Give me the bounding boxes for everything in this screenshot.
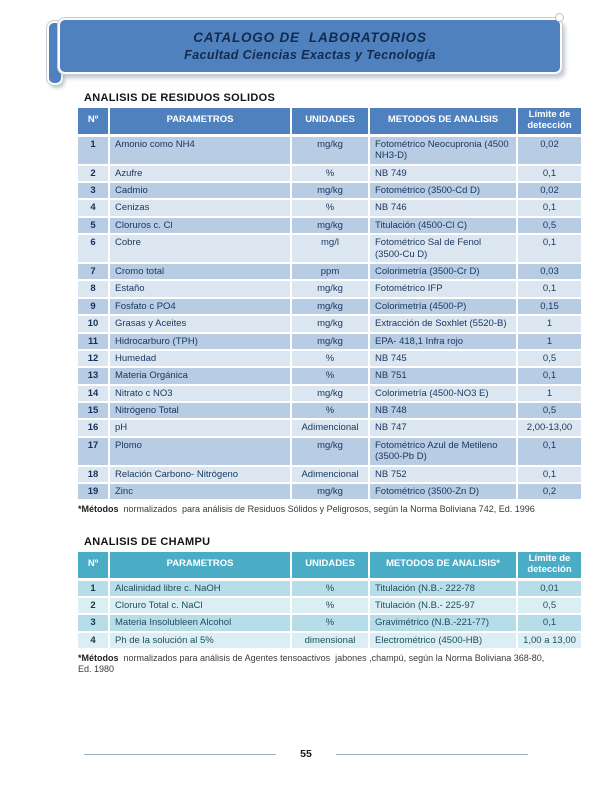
cell-units: %	[292, 200, 370, 217]
footnote-marker: *Métodos	[78, 504, 119, 515]
cell-param: pH	[110, 420, 292, 437]
cell-limit: 0,5	[518, 218, 581, 235]
table-row	[78, 420, 581, 437]
header-row	[78, 552, 581, 581]
table-header	[78, 552, 581, 581]
cell-param: Humedad	[110, 351, 292, 368]
cell-num: 15	[78, 403, 110, 420]
col-header-num: Nº	[78, 108, 110, 137]
cell-methods: Colorimetría (3500-Cr D)	[370, 264, 518, 281]
footnote-marker: *Métodos	[78, 653, 119, 664]
footer-rule-left	[84, 754, 276, 755]
cell-limit: 1	[518, 316, 581, 333]
cell-units: mg/kg	[292, 386, 370, 403]
cell-units: %	[292, 615, 370, 632]
cell-param: Nitrato c NO3	[110, 386, 292, 403]
cell-methods: Fotométrico Neocupronia (4500 NH3-D)	[370, 137, 518, 166]
cell-num: 6	[78, 235, 110, 264]
table-row	[78, 403, 581, 420]
cell-methods: Gravimétrico (N.B.-221-77)	[370, 615, 518, 632]
cell-methods: Titulación (N.B.- 222-78	[370, 581, 518, 598]
table-row	[78, 438, 581, 467]
cell-limit: 0,02	[518, 137, 581, 166]
cell-methods: Colorimetría (4500-P)	[370, 299, 518, 316]
cell-param: Amonio como NH4	[110, 137, 292, 166]
cell-num: 2	[78, 166, 110, 183]
cell-limit: 0,5	[518, 403, 581, 420]
cell-limit: 0,1	[518, 615, 581, 632]
champu-table	[78, 552, 581, 650]
cell-units: %	[292, 403, 370, 420]
cell-units: mg/kg	[292, 334, 370, 351]
table-row	[78, 264, 581, 281]
cell-param: Estaño	[110, 281, 292, 298]
footer-rule-right	[336, 754, 528, 755]
cell-num: 3	[78, 615, 110, 632]
cell-units: %	[292, 598, 370, 615]
table-row	[78, 633, 581, 650]
cell-methods: Colorimetría (4500-NO3 E)	[370, 386, 518, 403]
cell-num: 1	[78, 581, 110, 598]
cell-limit: 0,5	[518, 598, 581, 615]
cell-param: Cobre	[110, 235, 292, 264]
cell-units: dimensional	[292, 633, 370, 650]
cell-units: mg/kg	[292, 218, 370, 235]
page-number: 55	[300, 748, 312, 760]
cell-limit: 2,00-13,00	[518, 420, 581, 437]
cell-num: 12	[78, 351, 110, 368]
cell-limit: 0,03	[518, 264, 581, 281]
table-row	[78, 166, 581, 183]
cell-limit: 1	[518, 334, 581, 351]
cell-param: Cloruro Total c. NaCl	[110, 598, 292, 615]
cell-limit: 0,1	[518, 166, 581, 183]
table-body	[78, 137, 581, 502]
cell-param: Zinc	[110, 484, 292, 501]
header-row	[78, 108, 581, 137]
cell-param: Cloruros c. Cl	[110, 218, 292, 235]
section-title-champu: ANALISIS DE CHAMPU	[84, 535, 211, 548]
cell-limit: 1	[518, 386, 581, 403]
cell-num: 2	[78, 598, 110, 615]
table-row	[78, 235, 581, 264]
col-header-methods: METODOS DE ANALISIS	[370, 108, 518, 137]
table-row	[78, 581, 581, 598]
cell-methods: NB 751	[370, 368, 518, 385]
footnote-text: normalizados para análisis de Agentes tensoactivos jabones ,champú, según la Norma Boliviana 368-80, Ed. 1980	[78, 653, 547, 675]
cell-units: %	[292, 166, 370, 183]
cell-num: 17	[78, 438, 110, 467]
cell-param: Fosfato c PO4	[110, 299, 292, 316]
residuos-solidos-table	[78, 108, 581, 501]
cell-methods: NB 752	[370, 467, 518, 484]
cell-param: Grasas y Aceites	[110, 316, 292, 333]
cell-num: 16	[78, 420, 110, 437]
cell-units: mg/kg	[292, 137, 370, 166]
cell-param: Cromo total	[110, 264, 292, 281]
cell-param: Cadmio	[110, 183, 292, 200]
header-banner	[52, 16, 562, 78]
cell-num: 8	[78, 281, 110, 298]
cell-num: 3	[78, 183, 110, 200]
table-row	[78, 615, 581, 632]
col-header-units: UNIDADES	[292, 552, 370, 581]
cell-limit: 0,1	[518, 200, 581, 217]
cell-param: Relación Carbono- Nitrógeno	[110, 467, 292, 484]
cell-param: Hidrocarburo (TPH)	[110, 334, 292, 351]
table-row	[78, 368, 581, 385]
cell-param: Nitrógeno Total	[110, 403, 292, 420]
cell-methods: NB 747	[370, 420, 518, 437]
cell-param: Azufre	[110, 166, 292, 183]
cell-methods: NB 746	[370, 200, 518, 217]
table-row	[78, 351, 581, 368]
cell-param: Plomo	[110, 438, 292, 467]
cell-units: mg/kg	[292, 438, 370, 467]
cell-limit: 1,00 a 13,00	[518, 633, 581, 650]
faculty-subtitle: Facultad Ciencias Exactas y Tecnología	[184, 48, 436, 62]
cell-methods: Titulación (4500-Cl C)	[370, 218, 518, 235]
cell-limit: 0,15	[518, 299, 581, 316]
table-row	[78, 484, 581, 501]
cell-methods: Fotométrico Sal de Fenol (3500-Cu D)	[370, 235, 518, 264]
cell-units: %	[292, 351, 370, 368]
cell-units: %	[292, 581, 370, 598]
col-header-limit: Límite de detección	[518, 552, 581, 581]
table-row	[78, 386, 581, 403]
cell-units: mg/kg	[292, 484, 370, 501]
section-title-residuos: ANALISIS DE RESIDUOS SOLIDOS	[84, 92, 276, 104]
cell-num: 1	[78, 137, 110, 166]
cell-num: 7	[78, 264, 110, 281]
cell-num: 4	[78, 633, 110, 650]
cell-num: 5	[78, 218, 110, 235]
table-row	[78, 467, 581, 484]
cell-units: mg/kg	[292, 299, 370, 316]
col-header-param: PARAMETROS	[110, 552, 292, 581]
cell-param: Materia Orgánica	[110, 368, 292, 385]
cell-limit: 0,5	[518, 351, 581, 368]
table-body	[78, 581, 581, 651]
table-row	[78, 137, 581, 166]
cell-units: mg/kg	[292, 281, 370, 298]
table-row	[78, 200, 581, 217]
cell-methods: Fotométrico Azul de Metileno (3500-Pb D)	[370, 438, 518, 467]
cell-units: mg/l	[292, 235, 370, 264]
cell-methods: EPA- 418,1 Infra rojo	[370, 334, 518, 351]
cell-methods: Titulación (N.B.- 225-97	[370, 598, 518, 615]
cell-units: %	[292, 368, 370, 385]
cell-num: 4	[78, 200, 110, 217]
table-row	[78, 316, 581, 333]
cell-units: ppm	[292, 264, 370, 281]
cell-param: Materia Insolubleen Alcohol	[110, 615, 292, 632]
cell-methods: Electrométrico (4500-HB)	[370, 633, 518, 650]
cell-limit: 0,02	[518, 183, 581, 200]
banner-scroll-body	[58, 18, 562, 74]
cell-units: mg/kg	[292, 316, 370, 333]
cell-limit: 0,1	[518, 467, 581, 484]
cell-methods: NB 748	[370, 403, 518, 420]
table-row	[78, 218, 581, 235]
cell-num: 10	[78, 316, 110, 333]
col-header-num: Nº	[78, 552, 110, 581]
cell-limit: 0,1	[518, 438, 581, 467]
cell-limit: 0,1	[518, 368, 581, 385]
table-row	[78, 299, 581, 316]
col-header-param: PARAMETROS	[110, 108, 292, 137]
cell-methods: Fotométrico (3500-Cd D)	[370, 183, 518, 200]
cell-limit: 0,1	[518, 281, 581, 298]
col-header-limit: Límite de detección	[518, 108, 581, 137]
col-header-methods: METODOS DE ANALISIS*	[370, 552, 518, 581]
table-header	[78, 108, 581, 137]
cell-units: Adimencional	[292, 467, 370, 484]
footnote-champu	[78, 653, 548, 676]
cell-num: 18	[78, 467, 110, 484]
cell-methods: Fotométrico IFP	[370, 281, 518, 298]
cell-methods: Fotométrico (3500-Zn D)	[370, 484, 518, 501]
cell-limit: 0,2	[518, 484, 581, 501]
cell-num: 11	[78, 334, 110, 351]
cell-limit: 0,01	[518, 581, 581, 598]
footnote-text: normalizados para análisis de Residuos Sólidos y Peligrosos, según la Norma Boliviana 742, Ed. 1996	[118, 504, 535, 515]
cell-limit: 0,1	[518, 235, 581, 264]
cell-num: 13	[78, 368, 110, 385]
cell-methods: NB 749	[370, 166, 518, 183]
cell-methods: NB 745	[370, 351, 518, 368]
col-header-units: UNIDADES	[292, 108, 370, 137]
page-footer	[84, 748, 528, 760]
cell-units: Adimencional	[292, 420, 370, 437]
cell-num: 9	[78, 299, 110, 316]
footnote-residuos	[78, 504, 548, 515]
table-row	[78, 281, 581, 298]
cell-param: Ph de la solución al 5%	[110, 633, 292, 650]
table-row	[78, 183, 581, 200]
cell-units: mg/kg	[292, 183, 370, 200]
cell-methods: Extracción de Soxhlet (5520-B)	[370, 316, 518, 333]
cell-num: 14	[78, 386, 110, 403]
cell-num: 19	[78, 484, 110, 501]
catalog-title: CATALOGO DE LABORATORIOS	[193, 30, 427, 45]
table-row	[78, 598, 581, 615]
cell-param: Alcalinidad libre c. NaOH	[110, 581, 292, 598]
cell-param: Cenizas	[110, 200, 292, 217]
table-row	[78, 334, 581, 351]
